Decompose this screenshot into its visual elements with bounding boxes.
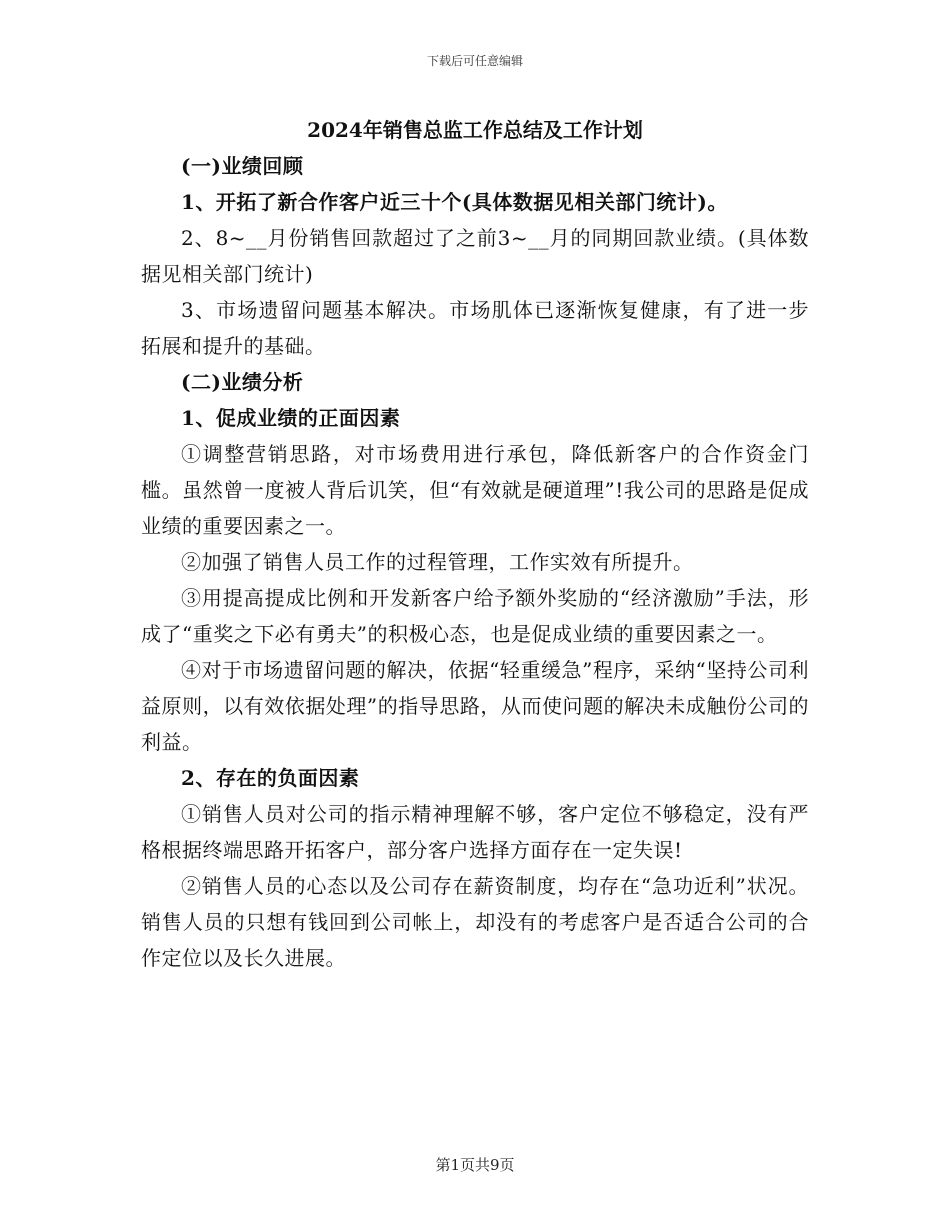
paragraph: ④对于市场遗留问题的解决，依据“轻重缓急”程序，采纳“坚持公司利益原则，以有效依据处理”的指导思路，从而使问题的解决未成触份公司的利益。 xyxy=(141,658,809,754)
paragraph: (二)业绩分析 xyxy=(181,370,304,394)
paragraph: 1、促成业绩的正面因素 xyxy=(181,406,401,430)
paragraph: ②加强了销售人员工作的过程管理，工作实效有所提升。 xyxy=(181,550,694,574)
document-title: 2024年销售总监工作总结及工作计划 xyxy=(307,118,643,142)
document-body xyxy=(141,112,809,976)
paragraph: (一)业绩回顾 xyxy=(181,154,304,178)
paragraph: 1、开拓了新合作客户近三十个(具体数据见相关部门统计)。 xyxy=(181,190,728,214)
paragraph: 3、市场遗留问题基本解决。市场肌体已逐渐恢复健康，有了进一步拓展和提升的基础。 xyxy=(141,298,809,358)
page-footer: 第1页共9页 xyxy=(435,1156,515,1174)
page-header: 下载后可任意编辑 xyxy=(426,54,523,68)
paragraph: ①销售人员对公司的指示精神理解不够，客户定位不够稳定，没有严格根据终端思路开拓客户，部分客户选择方面存在一定失误! xyxy=(141,802,809,862)
paragraph: 2、存在的负面因素 xyxy=(181,766,360,790)
paragraph: ①调整营销思路，对市场费用进行承包，降低新客户的合作资金门槛。虽然曾一度被人背后讥笑，但“有效就是硬道理”!我公司的思路是促成业绩的重要因素之一。 xyxy=(141,442,809,538)
paragraph: 2、8~__月份销售回款超过了之前3~__月的同期回款业绩。(具体数据见相关部门统计) xyxy=(141,226,809,286)
paragraph: ③用提高提成比例和开发新客户给予额外奖励的“经济激励”手法，形成了“重奖之下必有勇夫”的积极心态，也是促成业绩的重要因素之一。 xyxy=(141,586,809,646)
paragraph: ②销售人员的心态以及公司存在薪资制度，均存在“急功近利”状况。销售人员的只想有钱回到公司帐上，却没有的考虑客户是否适合公司的合作定位以及长久进展。 xyxy=(141,874,809,970)
